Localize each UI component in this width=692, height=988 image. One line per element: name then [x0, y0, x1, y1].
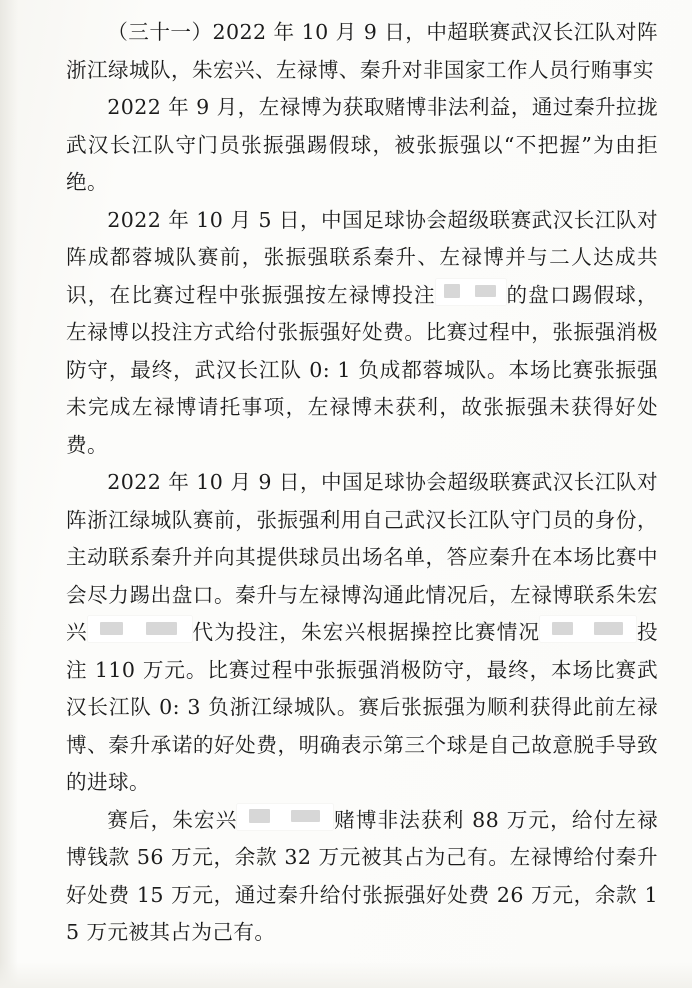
paragraph-4-text-c: 投注 110 万元。比赛过程中张振强消极防守，最终，本场比赛武汉长江队 0: 3 负浙江绿城队。赛后张振强为顺利获得此前左禄博、秦升承诺的好处费，明确表示第三个球是自己故意脱手导致的进球。 — [66, 620, 659, 794]
paragraph-5-text-b: 赌博非法获利 88 万元，给付左禄博钱款 56 万元，余款 32 万元被其占为己有。左禄博给付秦升好处费 15 万元，通过秦升给付张振强好处费 26 万元，余款 15 万元被其占为己有。 — [66, 807, 658, 944]
scan-bottom-shading — [0, 962, 692, 988]
paragraph-5-text-a: 赛后，朱宏兴 — [107, 807, 238, 832]
redaction-mark — [436, 279, 506, 305]
scan-edge-shading — [0, 0, 18, 988]
paragraph-4 — [66, 464, 658, 802]
paragraph-1-text: （三十一）2022 年 10 月 9 日，中超联赛武汉长江队对阵浙江绿城队，朱宏兴、左禄博、秦升对非国家工作人员行贿事实 — [66, 20, 658, 82]
paragraph-3 — [66, 202, 658, 465]
paragraph-2 — [66, 89, 658, 202]
paragraph-4-text-a: 2022 年 10 月 9 日，中国足球协会超级联赛武汉长江队对阵浙江绿城队赛前，张振强利用自己武汉长江队守门员的身份，主动联系秦升并向其提供球员出场名单，答应秦升在本场比赛中会尽力踢出盘口。秦升与左禄博沟通此情况后，左禄博联系朱宏兴 — [66, 470, 658, 644]
paragraph-3-text-a: 2022 年 10 月 5 日，中国足球协会超级联赛武汉长江队对阵成都蓉城队赛前，张振强联系秦升、左禄博并与二人达成共识，在比赛过程中张振强按左禄博投注 — [66, 207, 658, 307]
paragraph-5 — [66, 802, 658, 952]
paragraph-3-text-b: 的盘口踢假球，左禄博以投注方式给付张振强好处费。比赛过程中，张振强消极防守，最终，武汉长江队 0: 1 负成都蓉城队。本场比赛张振强未完成左禄博请托事项，左禄博未获利，故张振强未获得好处费。 — [66, 282, 658, 457]
paragraph-1 — [66, 14, 658, 89]
redaction-mark — [540, 616, 636, 642]
redaction-mark — [88, 616, 192, 642]
paragraph-2-text: 2022 年 9 月，左禄博为获取赌博非法利益，通过秦升拉拢武汉长江队守门员张振强踢假球，被张振强以“不把握”为由拒绝。 — [66, 95, 658, 194]
redaction-mark — [237, 804, 333, 830]
paragraph-4-text-b: 代为投注，朱宏兴根据操控比赛情况 — [191, 620, 541, 644]
